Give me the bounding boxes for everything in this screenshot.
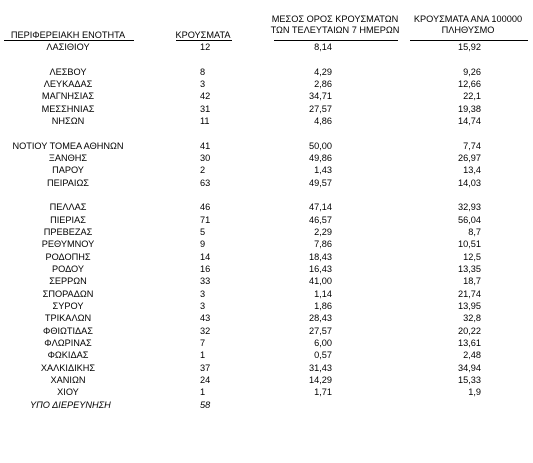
region-cell: ΛΑΣΙΘΙΟΥ [46,42,90,52]
spacer-row [0,189,533,201]
cases-per-100000-cell: 15,33 [458,374,481,385]
header-cases: ΚΡΟΥΣΜΑΤΑ [175,30,231,40]
table-body [0,41,533,411]
table-row [0,349,533,361]
cases-per-100000-cell: 56,04 [458,214,481,225]
cases-per-100000-cell: 34,94 [458,362,481,373]
seven-day-average-cell: 27,57 [309,325,332,336]
seven-day-average-cell: 49,57 [309,177,332,188]
cases-cell: 16 [200,263,211,274]
pending-investigation-row [0,399,533,411]
seven-day-average-cell: 28,43 [309,313,332,324]
seven-day-average-cell: 16,43 [309,263,332,274]
table-row [0,177,533,189]
cases-per-100000-cell: 10,51 [458,239,481,250]
region-cell: ΧΙΟΥ [57,387,79,398]
cases-cell: 9 [200,239,206,250]
cases-cell: 30 [200,152,211,163]
table-row [0,251,533,263]
seven-day-average-cell: 49,86 [309,152,332,163]
seven-day-average-cell: 1,14 [314,288,332,299]
region-cell: ΠΑΡΟΥ [52,165,84,176]
cases-cell: 33 [200,276,211,287]
cases-per-100000-cell: 32,93 [458,202,481,213]
seven-day-average-cell: 2,86 [314,78,332,89]
cases-per-100000-cell: 13,35 [458,263,481,274]
seven-day-average-cell: 14,29 [309,374,332,385]
cases-per-100000-cell: 20,22 [458,325,481,336]
pending-label: ΥΠΟ ΔΙΕΡΕΥΝΗΣΗ [30,399,111,410]
spacer-row [0,53,533,65]
seven-day-average-cell: 41,00 [309,276,332,287]
cases-per-100000-cell: 18,7 [463,276,481,287]
cases-cell: 11 [200,115,210,126]
cases-cell: 7 [200,337,206,348]
table-row [0,41,533,53]
seven-day-average-cell: 27,57 [309,103,332,114]
seven-day-average-cell: 8,14 [314,42,332,52]
seven-day-average-cell: 50,00 [309,140,332,151]
seven-day-average-cell: 46,57 [309,214,332,225]
region-cell: ΜΕΣΣΗΝΙΑΣ [41,103,95,114]
region-cell: ΡΟΔΟΥ [51,263,84,274]
cases-per-100000-cell: 14,74 [458,115,481,126]
table-row [0,312,533,324]
header-cases-per-100000 [406,14,530,36]
header-per-line-2: ΠΛΗΘΥΣΜΟ [441,25,495,35]
cases-per-100000-cell: 7,74 [463,140,481,151]
header-region: ΠΕΡΙΦΕΡΕΙΑΚΗ ΕΝΟΤΗΤΑ [10,30,126,40]
cases-cell: 43 [200,313,211,324]
cases-per-100000-cell: 13,61 [458,337,481,348]
seven-day-average-cell: 4,29 [314,66,332,77]
cases-cell: 42 [200,91,211,102]
cases-per-100000-cell: 2,48 [463,350,481,361]
cases-cell: 3 [200,78,206,89]
cases-cell: 71 [200,214,211,225]
region-cell: ΠΕΙΡΑΙΩΣ [47,177,89,188]
cases-per-100000-cell: 21,74 [458,288,481,299]
table-row [0,238,533,250]
table-row [0,90,533,102]
cases-per-100000-cell: 19,38 [458,103,481,114]
seven-day-average-cell: 1,86 [314,300,332,311]
region-cell: ΝΟΤΙΟΥ ΤΟΜΕΑ ΑΘΗΝΩΝ [12,140,124,151]
seven-day-average-cell: 4,86 [314,115,332,126]
cases-cell: 37 [200,362,211,373]
cases-cell: 5 [200,226,206,237]
seven-day-average-cell: 47,14 [309,202,332,213]
cases-per-100000-cell: 8,7 [468,226,481,237]
region-cell: ΦΛΩΡΙΝΑΣ [44,337,92,348]
region-cell: ΧΑΝΙΩΝ [50,374,86,385]
table-row [0,263,533,275]
seven-day-average-cell: 7,86 [314,239,332,250]
cases-per-100000-cell: 1,9 [468,387,481,398]
seven-day-average-cell: 1,71 [314,387,332,398]
cases-cell: 3 [200,288,206,299]
region-cell: ΦΩΚΙΔΑΣ [47,350,89,361]
cases-cell: 1 [200,387,206,398]
region-cell: ΦΘΙΩΤΙΔΑΣ [42,325,93,336]
pending-cases: 58 [200,399,211,410]
seven-day-average-cell: 1,43 [314,165,332,176]
cases-cell: 2 [200,165,206,176]
cases-per-100000-cell: 14,03 [458,177,481,188]
header-avg-line-2: ΤΩΝ ΤΕΛΕΥΤΑΙΩΝ 7 ΗΜΕΡΩΝ [270,25,400,35]
table-row [0,386,533,398]
seven-day-average-cell: 0,57 [314,350,332,361]
cases-per-100000-cell: 13,95 [458,300,481,311]
region-cell: ΛΕΣΒΟΥ [49,66,87,77]
table-row [0,66,533,78]
cases-per-100000-cell: 12,5 [463,251,481,262]
seven-day-average-cell: 31,43 [309,362,332,373]
spacer-row [0,127,533,139]
cases-cell: 12 [200,42,211,52]
cases-per-100000-cell: 12,66 [458,78,481,89]
seven-day-average-cell: 18,43 [309,251,332,262]
cases-per-100000-cell: 26,97 [458,152,481,163]
region-cell: ΧΑΛΚΙΔΙΚΗΣ [40,362,96,373]
cases-cell: 46 [200,202,211,213]
region-cell: ΠΡΕΒΕΖΑΣ [43,226,93,237]
table-row [0,337,533,349]
region-cell: ΛΕΥΚΑΔΑΣ [43,78,93,89]
region-cell: ΞΑΝΘΗΣ [48,152,88,163]
seven-day-average-cell: 2,29 [314,226,332,237]
table-row [0,152,533,164]
region-cell: ΤΡΙΚΑΛΩΝ [44,313,92,324]
cases-cell: 41 [200,140,211,151]
header-per-line-1: ΚΡΟΥΣΜΑΤΑ ΑΝΑ 100000 [413,14,523,24]
cases-per-100000-cell: 22,1 [463,91,481,102]
cases-cell: 63 [200,177,211,188]
table-row [0,374,533,386]
region-cell: ΡΟΔΟΠΗΣ [45,251,91,262]
table-row [0,140,533,152]
cases-per-100000-cell: 9,26 [463,66,481,77]
region-cell: ΣΥΡΟΥ [52,300,84,311]
table-row [0,275,533,287]
region-cell: ΡΕΘΥΜΝΟΥ [41,239,95,250]
table-row [0,325,533,337]
cases-cell: 1 [200,350,206,361]
region-cell: ΣΕΡΡΩΝ [49,276,87,287]
cases-cell: 31 [200,103,211,114]
cases-cell: 8 [200,66,206,77]
table-row [0,201,533,213]
cases-per-100000-cell: 15,92 [458,42,481,52]
region-cell: ΣΠΟΡΑΔΩΝ [42,288,94,299]
cases-cell: 24 [200,374,211,385]
region-cell: ΠΙΕΡΙΑΣ [50,214,86,225]
table-row [0,362,533,374]
table-row [0,78,533,90]
cases-cell: 3 [200,300,206,311]
table-row [0,288,533,300]
table-row [0,226,533,238]
table-row [0,300,533,312]
table-row [0,214,533,226]
table-row [0,115,533,127]
seven-day-average-cell: 6,00 [314,337,332,348]
table-row [0,103,533,115]
cases-cell: 14 [200,251,211,262]
region-cell: ΠΕΛΛΑΣ [49,202,87,213]
region-cell: ΜΑΓΝΗΣΙΑΣ [41,91,95,102]
table-row [0,164,533,176]
cases-per-100000-cell: 13,4 [463,165,481,176]
cases-cell: 32 [200,325,211,336]
cases-per-100000-cell: 32,8 [463,313,481,324]
header-avg-line-1: ΜΕΣΟΣ ΟΡΟΣ ΚΡΟΥΣΜΑΤΩΝ [271,14,399,24]
header-seven-day-average [270,14,400,36]
seven-day-average-cell: 34,71 [309,91,332,102]
region-cell: ΝΗΣΩΝ [51,115,85,126]
